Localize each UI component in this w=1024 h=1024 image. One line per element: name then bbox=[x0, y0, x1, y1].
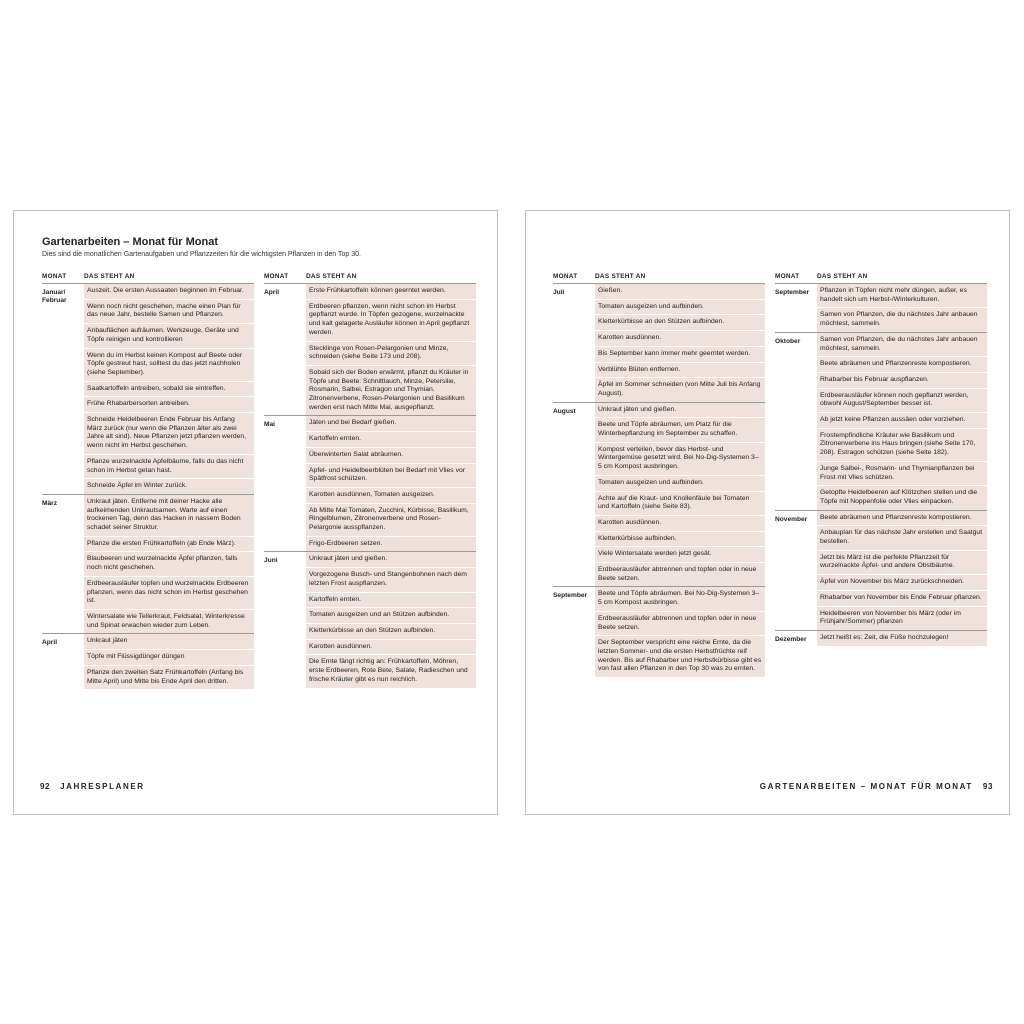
month-label: August bbox=[553, 407, 576, 415]
task-item: Rhabarber bis Februar auspflanzen. bbox=[817, 373, 987, 389]
task-item: Stecklinge von Rosen-Pelargonien und Minze, schneiden (siehe Seite 173 und 208). bbox=[306, 342, 476, 366]
task-item: Verblühte Blüten entfernen. bbox=[595, 363, 765, 379]
task-item: Karotten ausdünnen, Tomaten ausgeizen. bbox=[306, 488, 476, 504]
task-item: Karotten ausdünnen. bbox=[595, 331, 765, 347]
task-item: Tomaten ausgeizen und aufbinden. bbox=[595, 300, 765, 316]
task-item: Bis September kann immer mehr geerntet werden. bbox=[595, 347, 765, 363]
header-tasks: DAS STEHT AN bbox=[306, 273, 357, 280]
task-item: Unkraut jäten. Entferne mit deiner Hacke alle aufkeimenden Unkrautsamen. Warte auf einen trockenen Tag, denn das Hacken in nassem Boden schadet seiner Struktur. bbox=[84, 495, 254, 537]
month-group bbox=[553, 586, 765, 677]
task-item: Pflanze die ersten Frühkartoffeln (ab Ende März). bbox=[84, 537, 254, 553]
footer-section-title: GARTENARBEITEN – MONAT FÜR MONAT bbox=[759, 782, 973, 791]
left-page bbox=[13, 210, 498, 815]
task-item: Achte auf die Kraut- und Knollenfäule bei Tomaten und Kartoffeln (siehe Seite 83). bbox=[595, 492, 765, 516]
task-item: Saatkartoffeln antreiben, sobald sie eintreffen. bbox=[84, 382, 254, 398]
task-item: Erdbeerausläufer topfen und wurzelnackte Erdbeeren pflanzen, wenn das nicht schon im Herbst geschehen ist. bbox=[84, 577, 254, 610]
task-item: Anbauplan für das nächste Jahr erstellen und Saatgut bestellen. bbox=[817, 526, 987, 550]
task-item: Beete abräumen und Pflanzenreste kompostieren. bbox=[817, 511, 987, 527]
task-list bbox=[306, 416, 476, 551]
header-month: MONAT bbox=[775, 273, 800, 280]
task-item: Ab Mitte Mai Tomaten, Zucchini, Kürbisse, Basilikum, Ringelblumen, Zitronenverbene und Rosen-Pelargonie ausspflanzen. bbox=[306, 504, 476, 537]
task-item: Wenn noch nicht geschehen, mache einen Plan für das neue Jahr, bestelle Samen und Pflanzen. bbox=[84, 300, 254, 324]
month-label: März bbox=[42, 499, 58, 507]
month-label: Juni bbox=[264, 557, 278, 565]
page-number: 93 bbox=[982, 782, 993, 791]
month-label: Oktober bbox=[775, 337, 801, 345]
task-list bbox=[84, 284, 254, 494]
task-item: Jetzt bis März ist die perfekte Pflanzzeit für wurzelnackte Äpfel- und andere Obstbäume. bbox=[817, 551, 987, 575]
task-item: Äpfel von November bis März zurückschneiden. bbox=[817, 575, 987, 591]
task-list bbox=[84, 495, 254, 633]
task-item: Erste Frühkartoffeln können geerntet werden. bbox=[306, 284, 476, 300]
header-tasks: DAS STEHT AN bbox=[595, 273, 646, 280]
table-column-4 bbox=[775, 273, 987, 646]
task-item: Der September verspricht eine reiche Ernte, da die letzten Sommer- und die ersten Herbstfrüchte reif werden. Bis auf Rhabarber und Herbstkürbisse gibt es von fast allen Pflanzen in den Top 30 was zu ernten. bbox=[598, 639, 762, 673]
task-item: Erdbeerausläufer abtrennen und topfen oder in neue Beete setzen. bbox=[598, 566, 757, 582]
page-footer bbox=[30, 782, 145, 791]
task-item: Wenn du im Herbst keinen Kompost auf Beete oder Töpfe gestreut hast, solltest du das jetzt nachholen (siehe September). bbox=[84, 349, 254, 382]
column-header bbox=[553, 273, 765, 283]
task-list bbox=[817, 631, 987, 646]
task-item: Frühe Rhabarbersorten antreiben. bbox=[84, 397, 254, 413]
task-item: Die Ernte fängt richtig an: Frühkartoffeln, Möhren, erste Erdbeeren, Rote Bete, Salate, Radieschen und frische Kräuter gibt es nun reichlich. bbox=[309, 658, 468, 683]
task-item: Apfel- und Heidelbeerblüten bei Bedarf mit Vlies vor Spätfrost schützen. bbox=[306, 464, 476, 488]
header-tasks: DAS STEHT AN bbox=[817, 273, 868, 280]
month-label: November bbox=[775, 515, 808, 523]
task-item: Überwinterten Salat abräumen. bbox=[306, 448, 476, 464]
task-item: Töpfe mit Flüssigdünger düngen bbox=[84, 650, 254, 666]
task-item: Vorgezogene Busch- und Stangenbohnen nach dem letzten Frost auspflanzen. bbox=[306, 568, 476, 592]
task-list bbox=[595, 284, 765, 402]
task-item: Pflanzen in Töpfen nicht mehr düngen, außer, es handelt sich um Herbst-/Winterkulturen. bbox=[817, 284, 987, 308]
header-month: MONAT bbox=[553, 273, 578, 280]
task-item: Wintersalate wie Tellerkraut, Feldsalat, Winterkresse und Spinat erwachen wieder zum Leben. bbox=[87, 612, 245, 629]
right-page bbox=[525, 210, 1010, 815]
month-group bbox=[553, 402, 765, 587]
page-footer bbox=[760, 782, 1003, 791]
month-label: Dezember bbox=[775, 635, 807, 643]
task-item: Samen von Pflanzen, die du nächstes Jahr anbauen möchtest, sammeln. bbox=[820, 311, 978, 328]
month-label: April bbox=[264, 289, 280, 296]
task-item: Beete und Töpfe abräumen. Bei No-Dig-Systemen 3–5 cm Kompost ausbringen. bbox=[595, 587, 765, 611]
page-subtitle: Dies sind die monatlichen Gartenaufgaben und Pflanzzeiten für die wichtigsten Pflanzen in den Top 30. bbox=[42, 251, 361, 258]
task-item: Heidelbeeren von November bis März (oder im Frühjahr/Sommer) pflanzen bbox=[820, 609, 961, 626]
task-item: Kartoffeln ernten. bbox=[306, 593, 476, 609]
month-group bbox=[42, 494, 254, 633]
task-item: Sobald sich der Boden erwärmt, pflanzt du Kräuter in Töpfe und Beete: Schnittlauch, Minze, Petersilie, Rosmarin, Salbei, Estragon und Thymian. Zitronenverbene, Rosen-Pelargonien und Basilikum werden erst nach Mitte Mai, ausgepflanzt. bbox=[309, 368, 469, 411]
month-group bbox=[264, 415, 476, 551]
column-header bbox=[264, 273, 476, 283]
task-item: Frostempfindliche Kräuter wie Basilikum und Zitronenverbene ins Haus bringen (siehe Seite 170, 208). Estragon schützen (siehe Seite 182). bbox=[817, 429, 987, 462]
task-item: Kompost verteilen, bevor das Herbst- und Wintergemüse gesetzt wird. Bei No-Dig-Systemen 3–5 cm Kompost ausbringen. bbox=[595, 443, 765, 476]
task-list bbox=[595, 403, 765, 587]
task-item: Schneide Äpfel im Winter zurück. bbox=[87, 482, 188, 490]
task-item: Beete abräumen und Pflanzenreste kompostieren. bbox=[817, 357, 987, 373]
task-item: Tomaten ausgeizen und aufbinden. bbox=[595, 476, 765, 492]
task-item: Karotten ausdünnen. bbox=[306, 640, 476, 656]
task-item: Kletterkürbisse an den Stützen aufbinden. bbox=[595, 315, 765, 331]
task-item: Blaubeeren und wurzelnackte Äpfel pflanzen, falls noch nicht geschehen. bbox=[84, 552, 254, 576]
task-item: Frigo-Erdbeeren setzen. bbox=[309, 539, 383, 547]
month-label: Juli bbox=[553, 289, 565, 296]
header-tasks: DAS STEHT AN bbox=[84, 273, 135, 280]
task-item: Getopfte Heidelbeeren auf Klötzchen stellen und die Töpfe mit Noppenfolie oder Vlies einpacken. bbox=[820, 489, 978, 505]
task-item: Kartoffeln ernten. bbox=[306, 432, 476, 448]
month-group bbox=[775, 283, 987, 332]
column-header bbox=[775, 273, 987, 283]
task-item: Schneide Heidelbeeren Ende Februar bis Anfang März zurück (nur wenn die Pflanzen älter als zwei Jahre alt sind). Neue Pflanzen jetzt pflanzen werden, wenn nicht im Herbst geschehen. bbox=[84, 413, 254, 455]
task-list bbox=[817, 511, 987, 630]
table-column-1 bbox=[42, 273, 254, 689]
page-number: 92 bbox=[40, 782, 51, 791]
task-item: Erdbeerausläufer abtrennen und topfen oder in neue Beete setzen. bbox=[595, 612, 765, 636]
task-item: Tomaten ausgeizen und an Stützen aufbinden. bbox=[306, 608, 476, 624]
month-group bbox=[264, 551, 476, 687]
header-month: MONAT bbox=[264, 273, 289, 280]
task-item: Unkraut jäten und gießen. bbox=[306, 552, 476, 568]
task-item: Pflanze den zweiten Satz Frühkartoffeln (Anfang bis Mitte April) und Mitte bis Ende April den dritten. bbox=[87, 668, 244, 685]
task-item: Jäten und bei Bedarf gießen. bbox=[306, 416, 476, 432]
table-column-2 bbox=[264, 273, 476, 688]
task-item: Äpfel im Sommer schneiden (von Mitte Juli bis Anfang August). bbox=[598, 381, 761, 397]
month-group bbox=[42, 633, 254, 689]
month-label: Mai bbox=[264, 421, 275, 429]
task-list bbox=[595, 587, 765, 677]
task-item: Viele Wintersalate werden jetzt gesät. bbox=[595, 547, 765, 563]
task-item: Jetzt heißt es: Zeit, die Füße hochzulegen! bbox=[820, 633, 949, 641]
page-title: Gartenarbeiten – Monat für Monat bbox=[42, 236, 219, 248]
table-column-3 bbox=[553, 273, 765, 677]
month-group bbox=[553, 283, 765, 402]
month-label: Januar/ Februar bbox=[42, 289, 67, 304]
task-list bbox=[306, 284, 476, 415]
task-item: Gießen. bbox=[595, 284, 765, 300]
task-list bbox=[817, 284, 987, 332]
header-month: MONAT bbox=[42, 273, 67, 280]
month-group bbox=[42, 283, 254, 494]
task-item: Karotten ausdünnen. bbox=[595, 516, 765, 532]
task-item: Samen von Pflanzen, die du nächstes Jahr anbauen möchtest, sammeln. bbox=[817, 333, 987, 357]
task-item: Pflanze wurzelnackte Apfelbäume, falls du das nicht schon im Herbst getan hast. bbox=[84, 455, 254, 479]
month-label: September bbox=[553, 592, 588, 600]
month-group bbox=[775, 630, 987, 646]
task-item: Auszeit. Die ersten Aussaaten beginnen im Februar. bbox=[84, 284, 254, 300]
task-item: Erdbeeren pflanzen, wenn nicht schon im Herbst gepflanzt wurde. In Töpfen gezogene, wurzelnackte und kalt gelagerte Ausläufer können in April gepflanzt werden. bbox=[306, 300, 476, 342]
footer-section-title: JAHRESPLANER bbox=[60, 782, 145, 791]
task-item: Beete und Töpfe abräumen, um Platz für die Winterbepflanzung im September zu schaffen. bbox=[595, 418, 765, 442]
month-group bbox=[264, 283, 476, 415]
task-item: Unkraut jäten bbox=[84, 634, 254, 650]
task-list bbox=[306, 552, 476, 687]
task-item: Kletterkürbisse an den Stützen aufbinden. bbox=[306, 624, 476, 640]
task-item: Anbauflächen aufräumen. Werkzeuge, Geräte und Töpfe reinigen und kontrollieren bbox=[84, 324, 254, 348]
task-list bbox=[84, 634, 254, 689]
task-item: Junge Salbei-, Rosmarin- und Thymianpflanzen bei Frost mit Vlies schützen. bbox=[817, 462, 987, 486]
month-label: September bbox=[775, 289, 810, 296]
column-header bbox=[42, 273, 254, 283]
task-item: Ab jetzt keine Pflanzen aussäen oder vorziehen. bbox=[817, 413, 987, 429]
month-group bbox=[775, 510, 987, 630]
month-label: April bbox=[42, 639, 58, 647]
task-list bbox=[817, 333, 987, 510]
month-group bbox=[775, 332, 987, 510]
task-item: Unkraut jäten und gießen. bbox=[595, 403, 765, 419]
task-item: Rhabarber von November bis Ende Februar pflanzen. bbox=[817, 591, 987, 607]
task-item: Erdbeerausläufer können noch gepflanzt werden, obwohl August/September besser ist. bbox=[817, 389, 987, 413]
task-item: Kletterkürbisse aufbinden. bbox=[595, 532, 765, 548]
